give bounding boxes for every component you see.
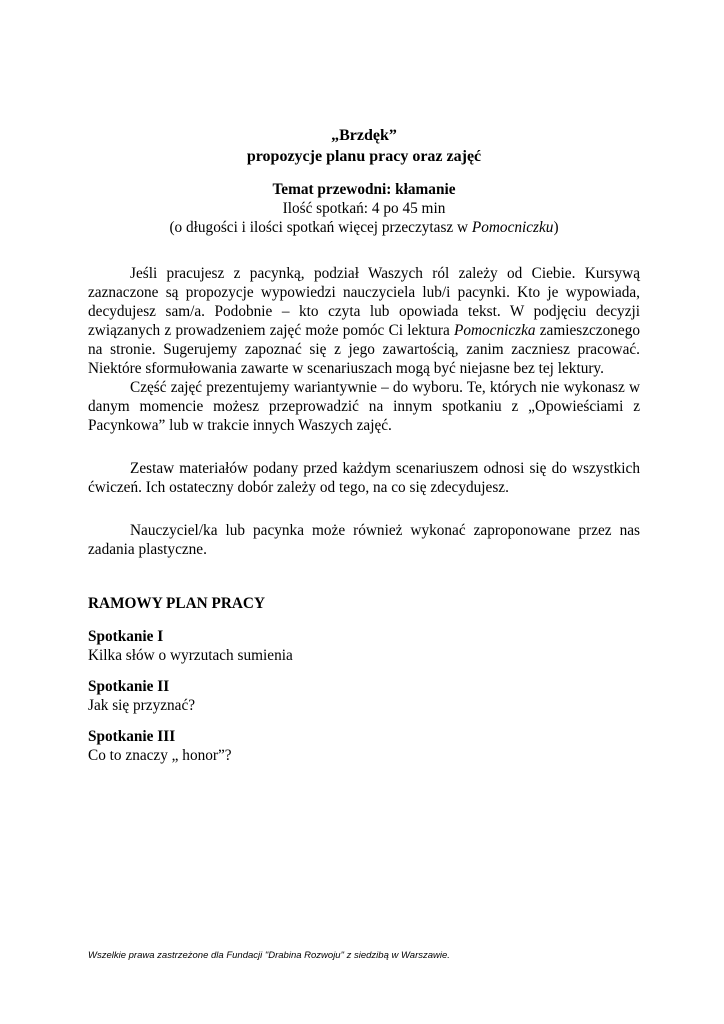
theme-line: Temat przewodni: kłamanie	[272, 181, 456, 198]
meeting-item	[88, 627, 640, 665]
note-text-italic: Pomocniczku	[471, 219, 554, 236]
paragraph-3	[88, 459, 640, 497]
paragraph-4	[88, 521, 640, 559]
length-note-line	[88, 218, 640, 237]
meeting-title: Spotkanie II	[88, 678, 170, 695]
meeting-topic: Jak się przyznać?	[88, 697, 196, 714]
paragraph-3-text: Zestaw materiałów podany przed każdym scenariuszem odnosi się do wszystkich ćwiczeń. Ich ostateczny dobór zależy od tego, na co się zdecydujesz.	[88, 460, 640, 496]
title-line-2: propozycje planu pracy oraz zajęć	[246, 148, 482, 165]
meeting-topic: Co to znaczy „ honor”?	[88, 747, 232, 764]
title-line-1: „Brzdęk”	[331, 127, 397, 144]
meeting-item	[88, 677, 640, 715]
note-text-before: (o długości i ilości spotkań więcej przeczytasz w	[169, 219, 472, 236]
meeting-topic: Kilka słów o wyrzutach sumienia	[88, 647, 293, 664]
paragraph-1-italic: Pomocniczka	[453, 322, 536, 339]
paragraph-1	[88, 264, 640, 378]
paragraph-1-text-b: zamieszczonego na stronie. Sugerujemy zapoznać się z jego zawartością, zanim zaczniesz pracować. Niektóre sformułowania zawarte w scenariuszach mogą być niejasne bez tej lektury.	[88, 322, 640, 377]
meeting-title: Spotkanie III	[88, 728, 176, 745]
paragraph-4-text: Nauczyciel/ka lub pacynka może również wykonać zaproponowane przez nas zadania plastyczne.	[88, 522, 640, 558]
note-text-after: )	[553, 219, 559, 236]
paragraph-2	[88, 378, 640, 435]
meeting-title: Spotkanie I	[88, 628, 164, 645]
plan-heading: RAMOWY PLAN PRACY	[88, 595, 266, 612]
document-title	[88, 125, 640, 167]
paragraph-2-text: Część zajęć prezentujemy wariantywnie – do wyboru. Te, których nie wykonasz w danym momencie możesz przeprowadzić na innym spotkaniu z „Opowieściami z Pacynkowa” lub w trakcie innych Waszych zajęć.	[88, 379, 640, 434]
paragraph-1-text-a: Jeśli pracujesz z pacynką, podział Waszych ról zależy od Ciebie. Kursywą zaznaczone są propozycje wypowiedzi nauczyciela lub/i pacynki. Kto je wypowiada, decydujesz sam/a. Podobnie – kto czyta lub opowiada tekst. W podjęciu decyzji związanych z prowadzeniem zajęć może pomóc Ci lektura	[88, 265, 640, 339]
copyright-footer: Wszelkie prawa zastrzeżone dla Fundacji "Drabina Rozwoju" z siedzibą w Warszawie.	[88, 950, 450, 961]
meeting-item	[88, 727, 640, 765]
meetings-count-line: Ilość spotkań: 4 po 45 min	[282, 200, 446, 217]
info-block	[88, 180, 640, 237]
